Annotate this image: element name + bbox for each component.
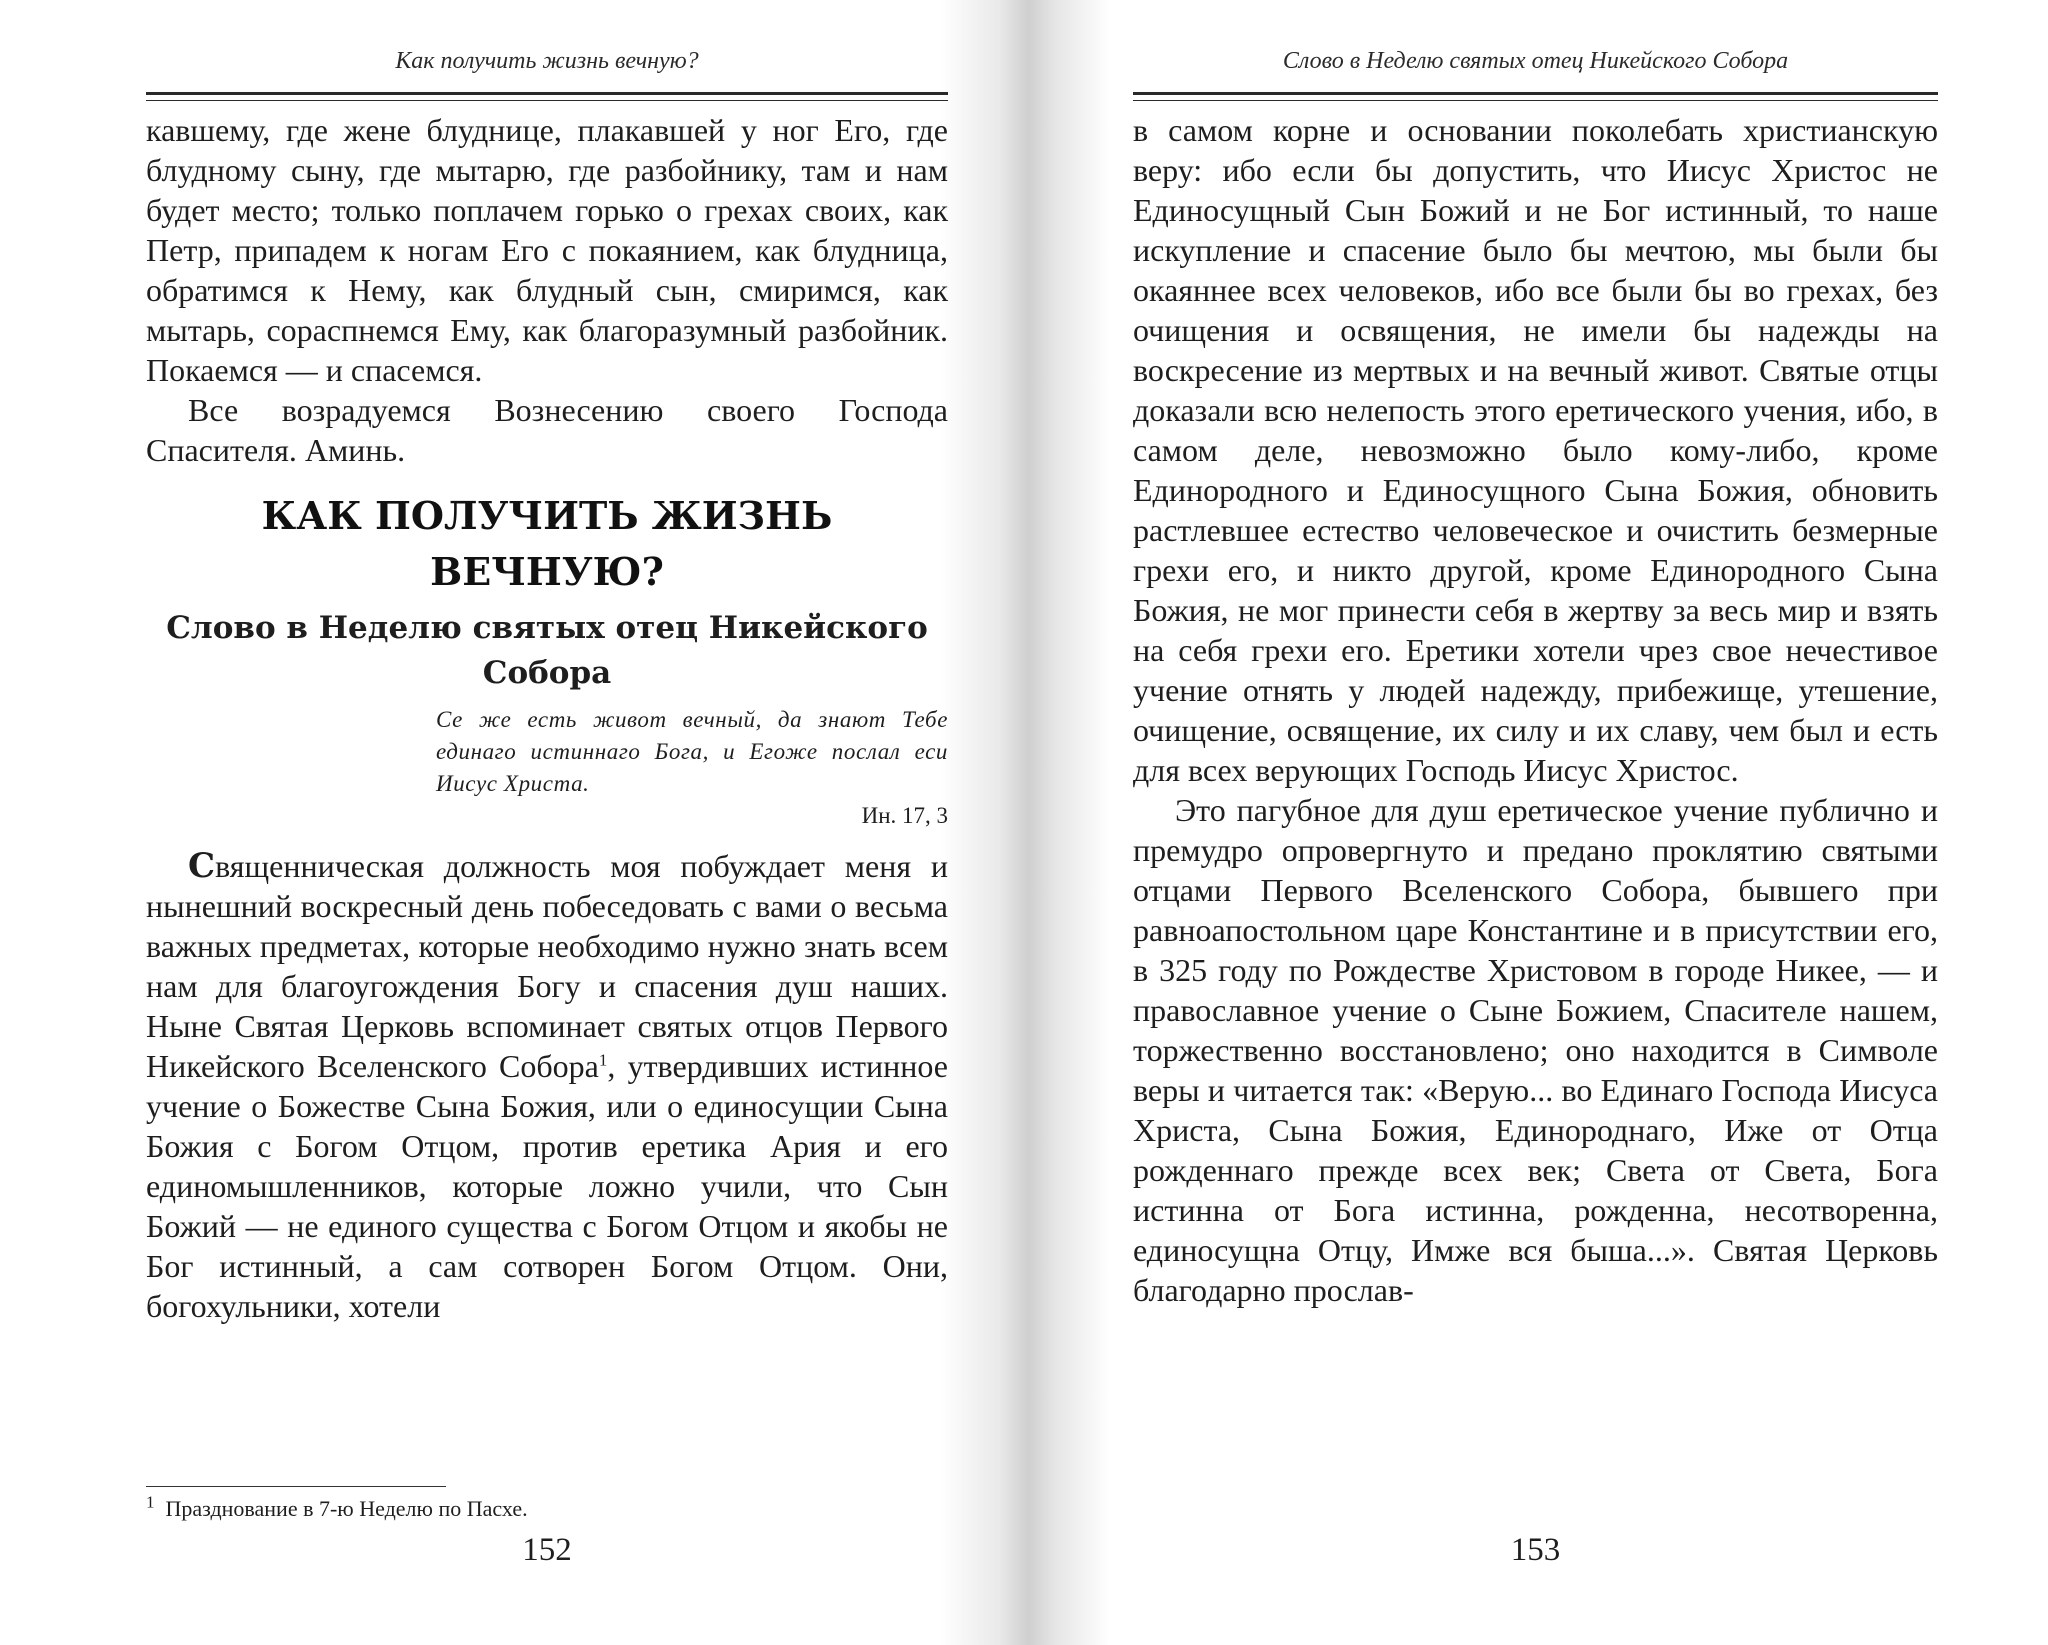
left-body <box>146 110 948 1326</box>
footnote-marker: 1 <box>598 1050 608 1070</box>
right-paragraph-2: Это пагубное для душ еретическое учение публично и премудро опровергнуто и предано проклятию святыми отцами Первого Вселенского Собора, бывшего при равноапостольном царе Константине и в присутствии его, в 325 году по Рождестве Христовом в городе Никее, — и православное учение о Сыне Божием, Спасителе нашем, торжественно восстановлено; оно находится в Символе веры и читается так: «Верую... во Единаго Господа Иисуса Христа, Сына Божия, Единороднаго, Иже от Отца рожденнаго прежде всех век; Света от Света, Бога истинна от Бога истинна, рожденна, несотворенна, единосущна Отцу, Имже вся быша...». Святая Церковь благодарно прослав- <box>1133 792 1938 1308</box>
epigraph: Се же есть живот вечный, да знают Тебе единаго истиннаго Бога, и Егоже послал еси Иисус Христа. <box>436 707 948 796</box>
sermon-title: КАК ПОЛУЧИТЬ ЖИЗНЬ ВЕЧНУЮ? <box>261 493 833 594</box>
sermon-subtitle: Слово в Неделю святых отец Никейского Собора <box>166 610 928 691</box>
book-gutter <box>940 0 1110 1645</box>
main-paragraph-text-a: вященническая должность моя побуждает меня и нынешний воскресный день побеседовать с вами о весьма важных предметах, которые необходимо нужно знать всем нам для благоугождения Богу и спасения душ наших. Ныне Святая Церковь вспоминает святых отцов Первого Никейского Вселенского Собора <box>146 848 948 1084</box>
right-body <box>1133 110 1938 1310</box>
main-paragraph-text-b: , утвердивших истинное учение о Божестве Сына Божия, или о единосущии Сына Божия с Богом Отцом, против еретика Ария и его единомышленников, которые ложно учили, что Сын Божий — не единого существа с Богом Отцом и якобы не Бог истинный, а сам сотворен Богом Отцом. Они, богохульники, хотели <box>146 1048 949 1324</box>
left-header-rule-thin <box>146 100 948 101</box>
right-header-rule <box>1133 92 1938 95</box>
left-header-rule <box>146 92 948 95</box>
footnote-number: 1 <box>146 1492 155 1512</box>
right-page-number: 153 <box>1510 1532 1561 1568</box>
left-running-head: Как получить жизнь вечную? <box>395 48 699 74</box>
footnote-rule <box>146 1486 446 1487</box>
drop-cap: С <box>188 846 216 886</box>
main-paragraph <box>146 846 948 1326</box>
right-running-head: Слово в Неделю святых отец Никейского Собора <box>1282 48 1789 74</box>
right-paragraph-1: в самом корне и основании поколебать христианскую веру: ибо если бы допустить, что Иисус Христос не Единосущный Сын Божий и не Бог истинный, то наше искупление и спасение было бы мечтою, мы были бы окаяннее всех человеков, ибо все были бы во грехах, без очищения и освящения, не имели бы надежды на воскресение из мертвых и на вечный живот. Святые отцы доказали всю нелепость этого еретического учения, ибо, в самом деле, невозможно было кому-либо, кроме Единородного и Единосущного Сына Божия, обновить растлевшее естество человеческое и очистить безмерные грехи его, и никто другой, кроме Единородного Сына Божия, не мог принести себя в жертву за весь мир и взять на себя грехи его. Еретики хотели чрез свое нечестивое учение отнять у людей надежду, прибежище, утешение, очищение, освящение, их силу и их славу, чем был и есть для всех верующих Господь Иисус Христос. <box>1133 112 1938 788</box>
footnote-text: Празднование в 7-ю Неделю по Пасхе. <box>165 1496 528 1521</box>
footnote <box>146 1494 948 1524</box>
amen-paragraph: Все возрадуемся Вознесению своего Господа Спасителя. Аминь. <box>146 392 948 468</box>
right-header-rule-thin <box>1133 100 1938 101</box>
left-page-number: 152 <box>522 1532 572 1568</box>
epigraph-reference: Ин. 17, 3 <box>861 803 948 828</box>
continued-paragraph: кавшему, где жене блуднице, плакавшей у ног Его, где блудному сыну, где мытарю, где разбойнику, там и нам будет место; только поплачем горько о грехах своих, как Петр, припадем к ногам Его с покаянием, как блудница, обратимся к Нему, как блудный сын, смиримся, как мытарь, сораспнемся Ему, как благоразумный разбойник. Покаемся — и спасемся. <box>146 112 948 388</box>
